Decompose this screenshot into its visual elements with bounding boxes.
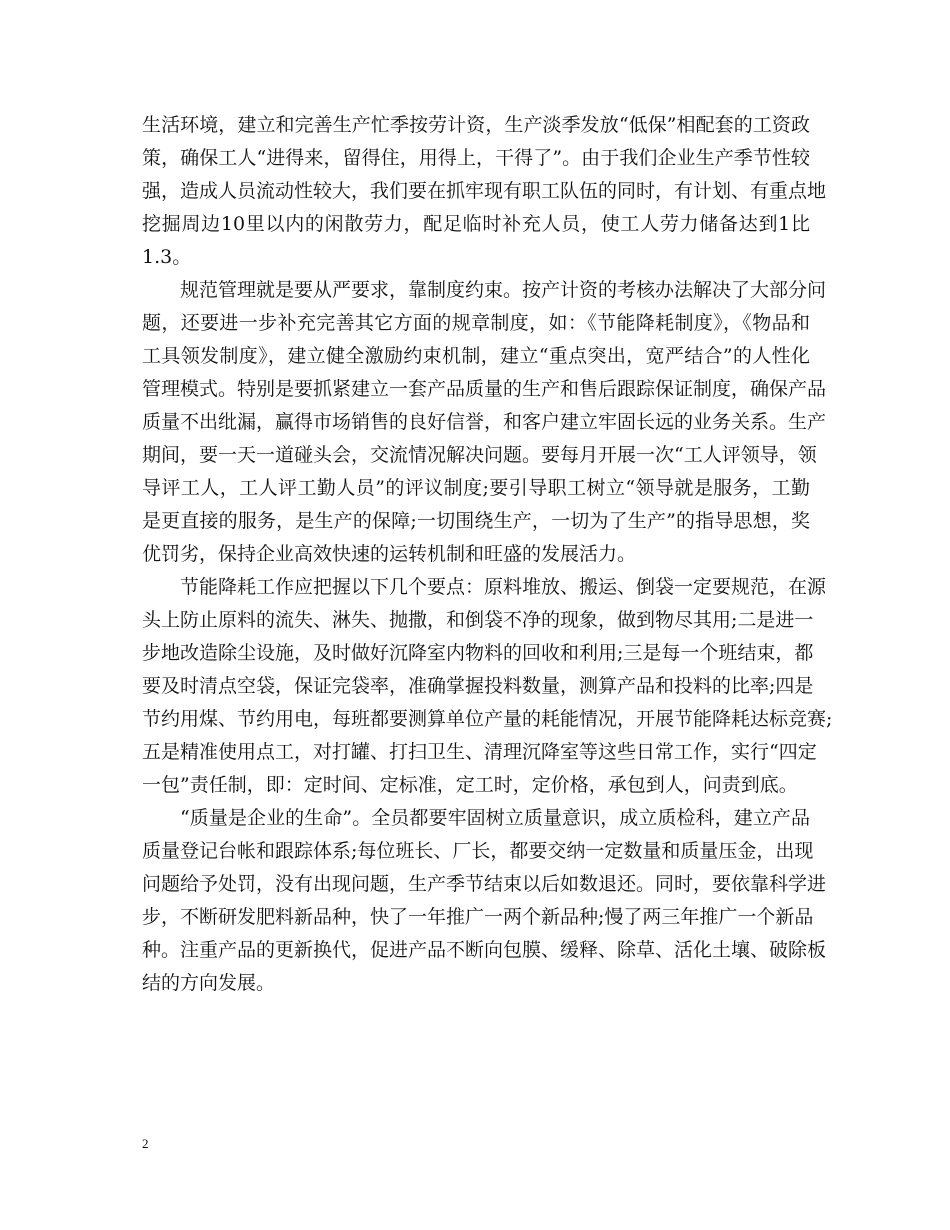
text-line: 种。注重产品的更新换代，促进产品不断向包膜、缓释、除草、活化土壤、破除板 xyxy=(142,939,827,961)
text-line: 生活环境，建立和完善生产忙季按劳计资，生产淡季发放“低保”相配套的工资政 xyxy=(142,114,810,136)
text-line: 1.3。 xyxy=(142,246,192,268)
text-line: 结的方向发展。 xyxy=(142,972,276,994)
text-line: 头上防止原料的流失、淋失、抛撒，和倒袋不净的现象，做到物尽其用;二是进一 xyxy=(142,609,814,631)
text-line: 是更直接的服务，是生产的保障;一切围绕生产，一切为了生产”的指导思想，奖 xyxy=(142,510,810,532)
text-line: 挖掘周边10里以内的闲散劳力，配足临时补充人员，使工人劳力储备达到1比 xyxy=(142,213,810,235)
text-line: 题，还要进一步补充完善其它方面的规章制度，如：《节能降耗制度》，《物品和 xyxy=(142,312,810,334)
text-line: 质量登记台帐和跟踪体系;每位班长、厂长，都要交纳一定数量和质量压金，出现 xyxy=(142,840,814,862)
text-line: 管理模式。特别是要抓紧建立一套产品质量的生产和售后跟踪保证制度，确保产品 xyxy=(142,378,827,400)
text-line: 强，造成人员流动性较大，我们要在抓牢现有职工队伍的同时，有计划、有重点地 xyxy=(142,180,827,202)
text-line: “质量是企业的生命”。全员都要牢固树立质量意识，成立质检科，建立产品 xyxy=(180,807,810,829)
paragraph-1 xyxy=(142,109,827,274)
text-line: 问题给予处罚，没有出现问题，生产季节结束以后如数退还。同时，要依靠科学进 xyxy=(142,873,827,895)
text-line: 要及时清点空袋，保证完袋率，准确掌握投料数量，测算产品和投料的比率;四是 xyxy=(142,675,814,697)
text-line: 一包”责任制，即：定时间、定标准，定工时，定价格，承包到人，问责到底。 xyxy=(142,774,798,796)
text-line: 步地改造除尘设施，及时做好沉降室内物料的回收和利用;三是每一个班结束，都 xyxy=(142,642,814,664)
page-number: 2 xyxy=(142,1136,149,1151)
text-line: 五是精准使用点工，对打罐、打扫卫生、清理沉降室等这些日常工作，实行“四定 xyxy=(142,741,817,763)
text-line: 工具领发制度》，建立健全激励约束机制，建立“重点突出，宽严结合”的人性化 xyxy=(142,345,810,367)
document-body xyxy=(142,109,833,1000)
text-line: 质量不出纰漏，赢得市场销售的良好信誉，和客户建立牢固长远的业务关系。生产 xyxy=(142,411,827,433)
text-line: 规范管理就是要从严要求，靠制度约束。按产计资的考核办法解决了大部分问 xyxy=(180,279,827,301)
text-line: 步，不断研发肥料新品种，快了一年推广一两个新品种;慢了两三年推广一个新品 xyxy=(142,906,814,928)
text-line: 导评工人，工人评工勤人员”的评议制度;要引导职工树立“领导就是服务，工勤 xyxy=(142,477,810,499)
paragraph-2 xyxy=(142,274,827,571)
text-line: 节能降耗工作应把握以下几个要点：原料堆放、搬运、倒袋一定要规范，在源 xyxy=(180,576,827,598)
text-line: 期间，要一天一道碰头会，交流情况解决问题。要每月开展一次“工人评领导，领 xyxy=(142,444,817,466)
paragraph-3 xyxy=(142,571,833,802)
paragraph-4 xyxy=(142,802,827,1000)
text-line: 节约用煤、节约用电，每班都要测算单位产量的耗能情况，开展节能降耗达标竞赛; xyxy=(142,708,833,730)
text-line: 策，确保工人“进得来，留得住，用得上，干得了”。由于我们企业生产季节性较 xyxy=(142,147,810,169)
text-line: 优罚劣，保持企业高效快速的运转机制和旺盛的发展活力。 xyxy=(142,543,637,565)
